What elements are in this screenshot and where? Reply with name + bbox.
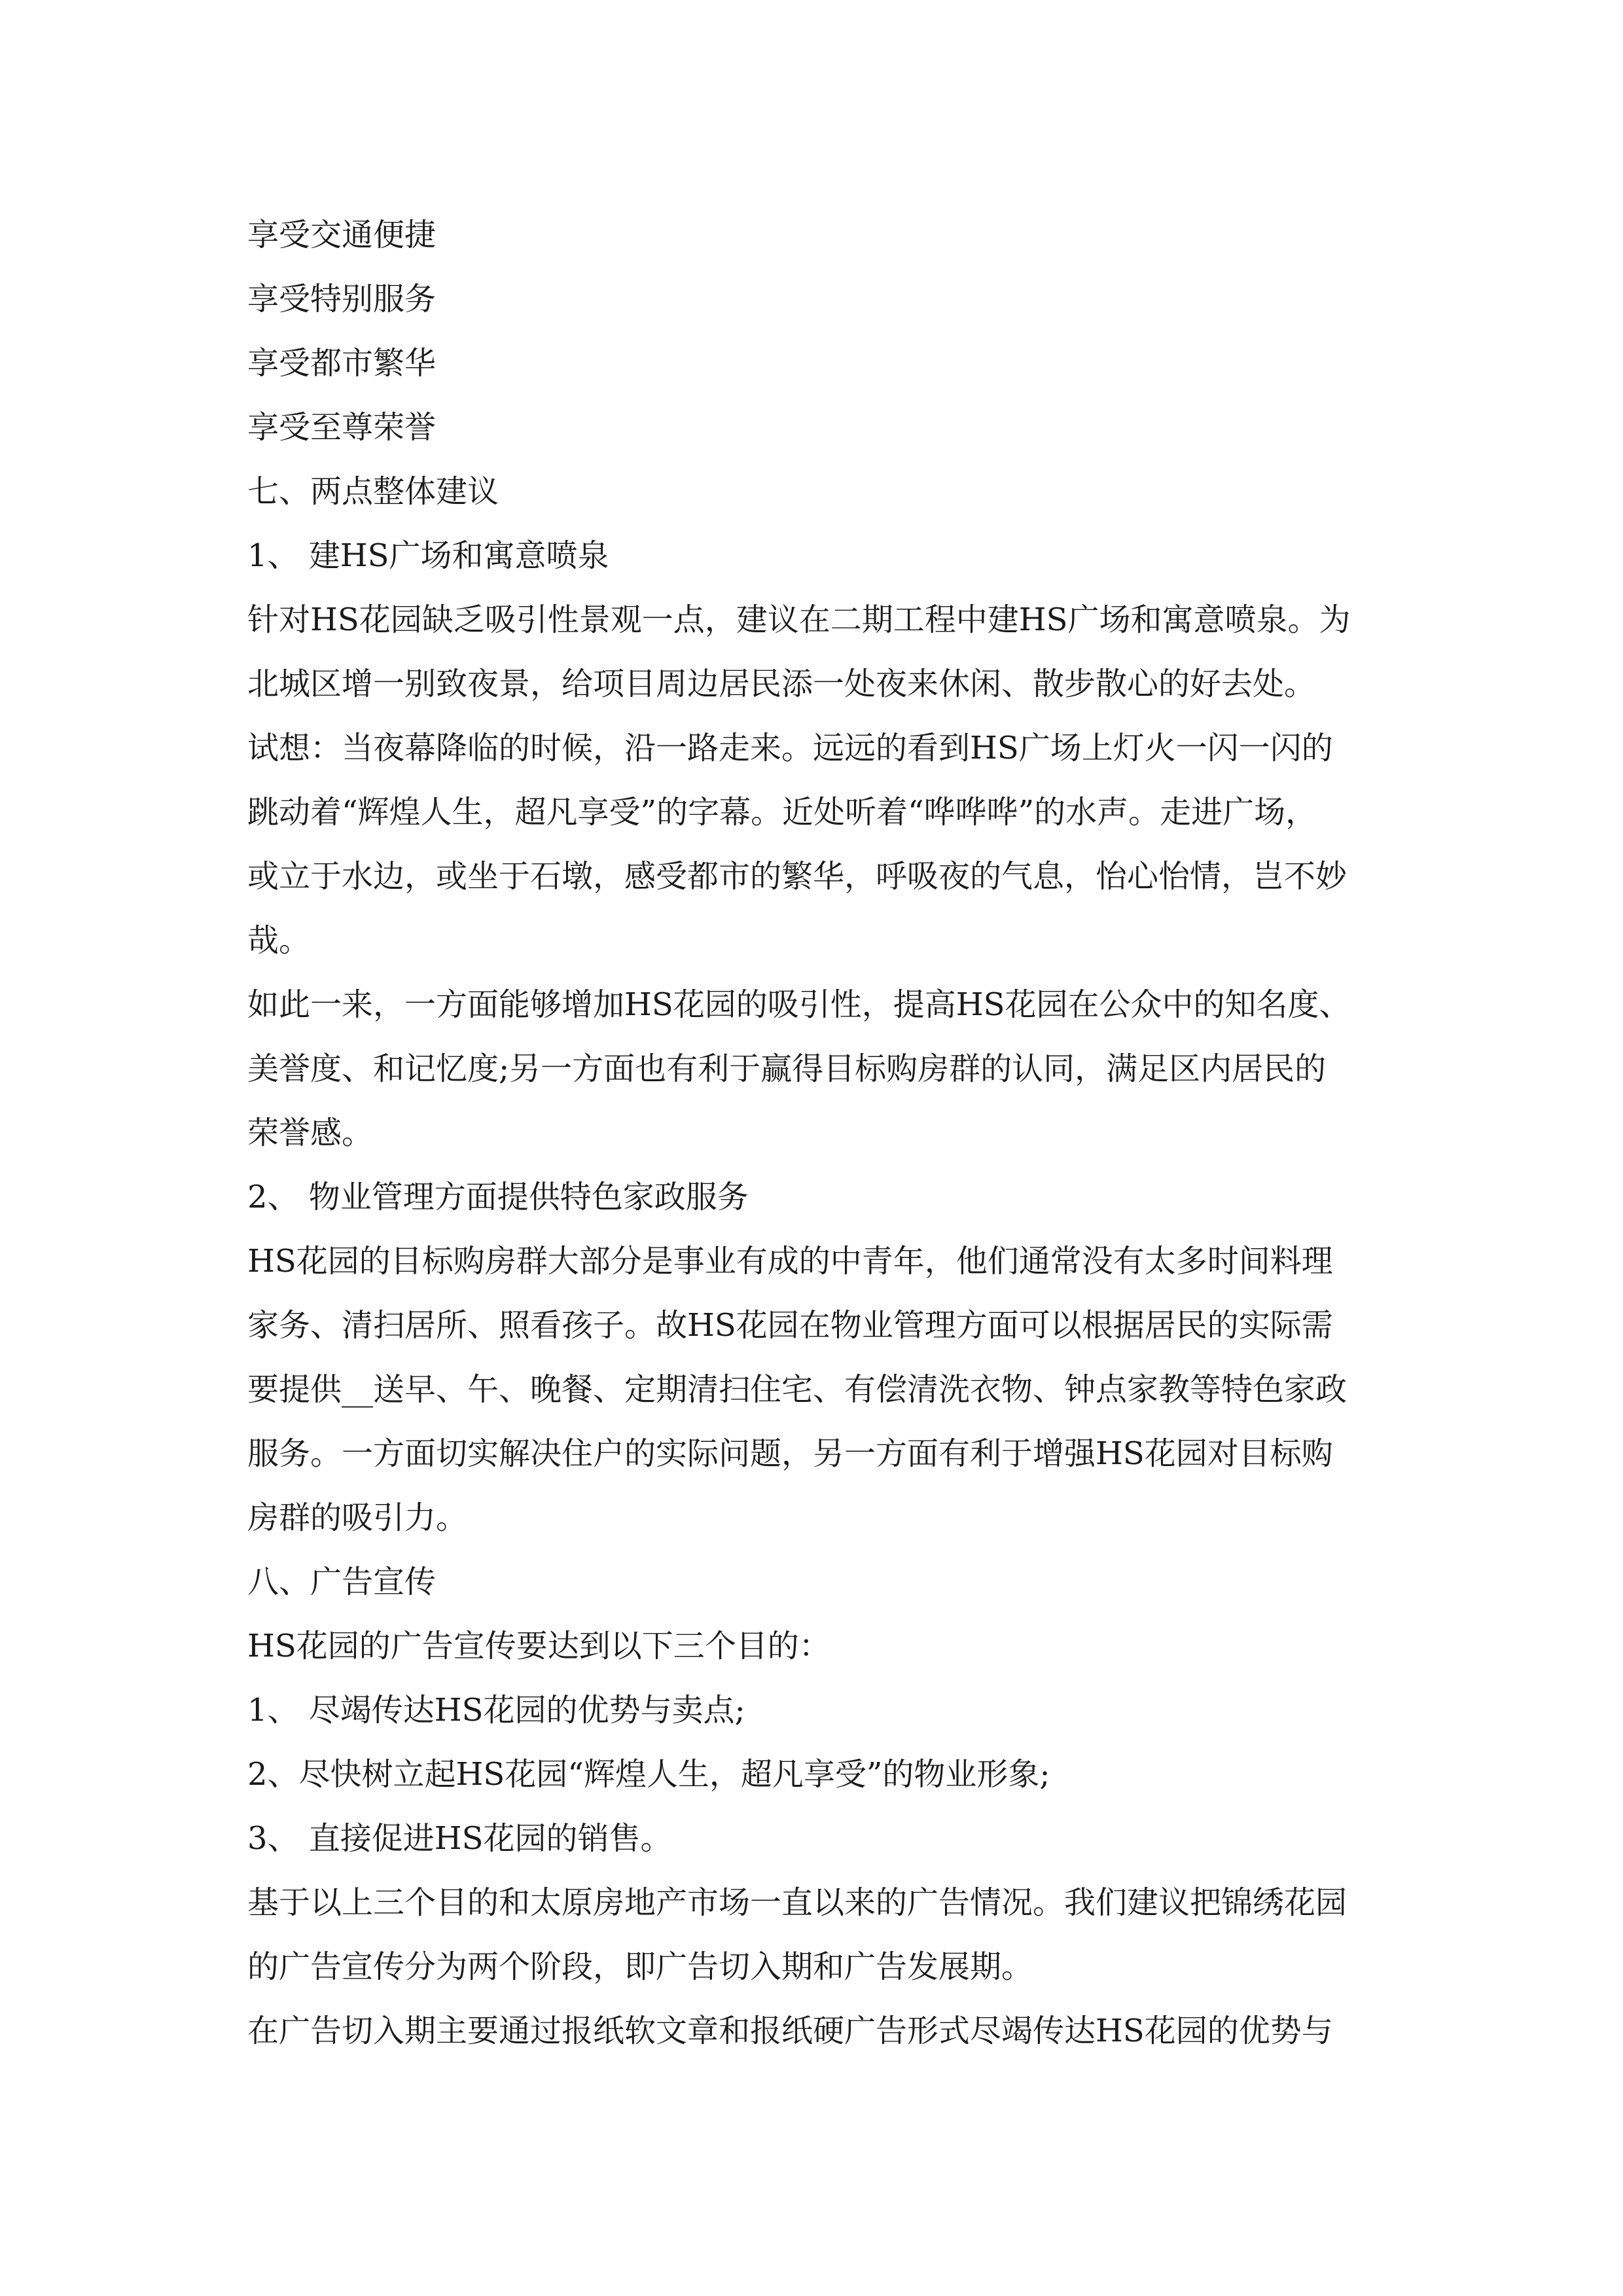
- text-line: 试想：当夜幕降临的时候，沿一路走来。远远的看到HS广场上灯火一闪一闪的: [247, 730, 1333, 766]
- text-line: 享受特别服务: [247, 281, 437, 317]
- text-line: HS花园的目标购房群大部分是事业有成的中青年，他们通常没有太多时间料理: [247, 1243, 1333, 1280]
- section-heading: 八、广告宣传: [247, 1564, 437, 1600]
- text-line: 基于以上三个目的和太原房地产市场一直以来的广告情况。我们建议把锦绣花园: [247, 1884, 1347, 1921]
- text-line: 享受至尊荣誉: [247, 409, 437, 446]
- list-item: 1、 尽竭传达HS花园的优势与卖点;: [247, 1692, 745, 1729]
- text-line: 要提供__送早、午、晚餐、定期清扫住宅、有偿清洗衣物、钟点家教等特色家政: [247, 1371, 1347, 1408]
- text-line: 家务、清扫居所、照看孩子。故HS花园在物业管理方面可以根据居民的实际需: [247, 1307, 1333, 1344]
- text-line: 针对HS花园缺乏吸引性景观一点，建议在二期工程中建HS广场和寓意喷泉。为: [247, 601, 1351, 638]
- text-line: 或立于水边，或坐于石墩，感受都市的繁华，呼吸夜的气息，怡心怡情，岂不妙: [247, 858, 1347, 895]
- text-line: 美誉度、和记忆度;另一方面也有利于赢得目标购房群的认同，满足区内居民的: [247, 1050, 1327, 1087]
- list-item: 2、尽快树立起HS花园“辉煌人生，超凡享受”的物业形象;: [247, 1756, 1050, 1793]
- text-line: 在广告切入期主要通过报纸软文章和报纸硬广告形式尽竭传达HS花园的优势与: [247, 2013, 1333, 2049]
- list-item: 3、 直接促进HS花园的销售。: [247, 1820, 672, 1857]
- subsection-heading: 1、 建HS广场和寓意喷泉: [247, 537, 609, 574]
- subsection-heading: 2、 物业管理方面提供特色家政服务: [247, 1179, 749, 1215]
- text-line: HS花园的广告宣传要达到以下三个目的：: [247, 1628, 830, 1664]
- section-heading: 七、两点整体建议: [247, 473, 499, 510]
- text-line: 如此一来，一方面能够增加HS花园的吸引性，提高HS花园在公众中的知名度、: [247, 986, 1351, 1023]
- text-line: 服务。一方面切实解决住户的实际问题，另一方面有利于增强HS花园对目标购: [247, 1435, 1333, 1472]
- text-line: 房群的吸引力。: [247, 1499, 468, 1536]
- text-line: 哉。: [247, 922, 311, 959]
- text-line: 享受交通便捷: [247, 217, 437, 253]
- text-line: 跳动着“辉煌人生，超凡享受”的字幕。近处听着“哗哗哗”的水声。走进广场，: [247, 794, 1317, 831]
- document-body: [247, 203, 1386, 2063]
- text-line: 的广告宣传分为两个阶段，即广告切入期和广告发展期。: [247, 1948, 1033, 1985]
- text-line: 北城区增一别致夜景，给项目周边居民添一处夜来休闲、散步散心的好去处。: [247, 666, 1316, 702]
- text-line: 享受都市繁华: [247, 345, 437, 382]
- text-line: 荣誉感。: [247, 1115, 374, 1151]
